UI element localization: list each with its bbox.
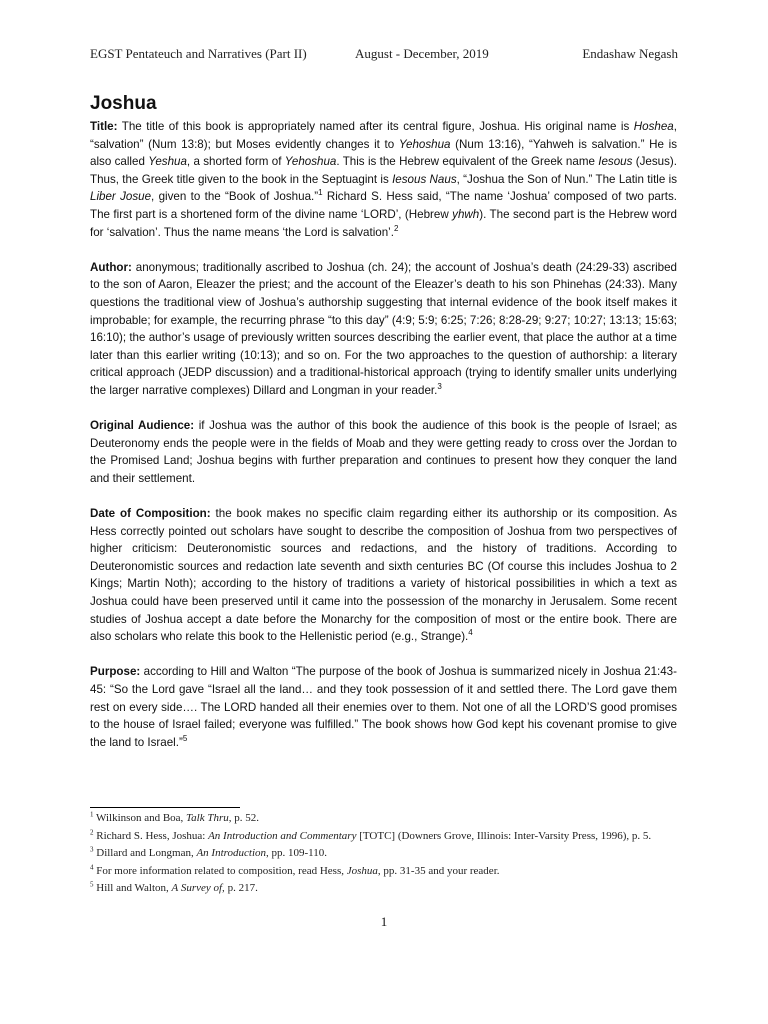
text-run: , a shorted form of: [186, 155, 285, 169]
text-run: . This is the Hebrew equivalent of the Greek name: [336, 155, 599, 169]
text-run: the book makes no specific claim regarding either its authorship or its composition. As Hess correctly pointed out scholars have sought to describe the composition of Joshua from two perspectives of higher criticism: Deuteronomistic sources and redactions, and the history of traditions. According to Deuteronomistic sources and redaction late seventh and sixth centuries BC (Of course this includes Joshua to 2 Kings; Martin Noth); according to the history of traditions a variety of historical possibilities in which a text as Joshua could have been preserved until it came into the possession of the monarchy in Jerusalem. Some recent studies of Joshua accept a date before the Monarchy for the composition of most or the entire book. There are also scholars who relate this book to the Hellenistic period (e.g., Strange).: [90, 507, 677, 644]
text-run: ). The second part is the Hebrew word for ‘salvation’. Thus the name means ‘the Lord is salvation’.: [90, 207, 677, 239]
footnote-3: [90, 846, 677, 862]
italic-term: Iesous: [598, 155, 633, 169]
italic-term: Yeshua: [148, 155, 187, 169]
page-title: Joshua: [90, 93, 157, 114]
italic-term: yhwh: [452, 207, 480, 221]
footnote-ref-4[interactable]: 4: [468, 628, 473, 638]
footnote-number: 4: [90, 862, 94, 871]
footnote-5: [90, 881, 677, 897]
footnote-2: [90, 829, 677, 845]
footnote-number: 5: [90, 880, 94, 889]
footnotes: [90, 811, 677, 899]
text-run: according to Hill and Walton “The purpose of the book of Joshua is summarized nicely in Joshua 21:43-45: “So the Lord gave “Israel all the land… and they took possession of it and settled there. The Lord gave them rest on every side…. The LORD handed all their enemies over to them. Not one of all the LORD’S good promises to the house of Israel failed; everyone was fulfilled.” The book shows how God kept his covenant promise to give the land to Israel.”: [90, 665, 677, 749]
running-header: [90, 46, 678, 64]
date-paragraph: [90, 505, 677, 646]
text-run: (Jesus). Thus, the Greek title given to the book in the Septuagint is: [90, 155, 677, 186]
text-run: , p. 52.: [228, 812, 259, 824]
author-paragraph: [90, 259, 677, 400]
italic-term: Yehoshua: [398, 137, 451, 151]
text-run: anonymous; traditionally ascribed to Joshua (ch. 24); the account of Joshua’s death (24:29-33) ascribed to the son of Aaron, Eleazer the priest; and the account of the Eleazer’s death to his son Phinehas (24:33). Many questions the traditional view of Joshua’s authorship suggesting that internal evidence of the book itself makes it improbable; for example, the recurring phrase “to this day” (4:9; 5:9; 6:25; 7:26; 8:28-29; 9:27; 10:27; 13:13; 15:63; 16:10); the author’s usage of previously written sources describing the earlier event, that place the author at a time later than this earlier writing (10:13); and so on. For the two approaches to the question of authorship: a literary critical approach (JEDP discussion) and a traditional-historical approach (trying to identify smaller units underlying the larger narrative complexes) Dillard and Longman in your reader.: [90, 260, 677, 397]
italic-term: A Survey of,: [171, 882, 225, 894]
header-date: August - December, 2019: [355, 46, 489, 61]
text-run: The title of this book is appropriately named after its central figure, Joshua. His original name is: [117, 120, 634, 133]
italic-term: An Introduction: [196, 847, 267, 859]
italic-term: Talk Thru: [186, 812, 229, 824]
audience-label: Original Audience:: [90, 419, 195, 433]
text-run: Dillard and Longman,: [93, 847, 197, 859]
document-body: [90, 118, 677, 769]
italic-term: Joshua: [346, 864, 378, 877]
text-run: , given to the “Book of Joshua.”: [151, 190, 319, 204]
text-run: Wilkinson and Boa,: [93, 812, 187, 824]
text-run: p. 217.: [224, 882, 258, 894]
page-number: 1: [380, 914, 388, 929]
text-run: , “Joshua the Son of Nun.” The Latin title is: [456, 172, 677, 186]
text-run: For more information related to composition, read Hess,: [93, 864, 347, 877]
footnote-ref-5[interactable]: 5: [182, 733, 188, 743]
footnote-4: [90, 864, 677, 880]
date-label: Date of Composition:: [90, 507, 211, 521]
footnote-1: [90, 811, 677, 827]
footnote-ref-2[interactable]: 2: [393, 223, 399, 233]
purpose-label: Purpose:: [90, 665, 141, 679]
header-course: EGST Pentateuch and Narratives (Part II): [90, 46, 307, 61]
italic-term: Liber Josue: [90, 190, 152, 204]
italic-term: Iesous Naus: [392, 172, 457, 186]
header-author: Endashaw Negash: [582, 46, 678, 61]
text-run: Hill and Walton,: [93, 882, 172, 894]
text-run: Richard S. Hess, Joshua:: [93, 829, 209, 842]
purpose-paragraph: [90, 663, 677, 751]
text-run: [TOTC] (Downers Grove, Illinois: Inter-Varsity Press, 1996), p. 5.: [356, 829, 652, 842]
audience-paragraph: [90, 417, 677, 487]
footnote-number: 2: [90, 827, 94, 836]
text-run: , “salvation” (Num 13:8); but Moses evidently changes it to: [90, 120, 677, 151]
title-paragraph: [90, 118, 677, 241]
author-label: Author:: [90, 260, 132, 274]
text-run: if Joshua was the author of this book the audience of this book is the people of Israel; as Deuteronomy ends the people were in the fields of Moab and they were getting ready to cross over the Jordan to the Promised Land; Joshua begins with further preparation and continues to present how they conquer the land and their settlement.: [90, 419, 677, 485]
footnote-separator: [90, 807, 240, 808]
italic-term: An Introduction and Commentary: [208, 829, 357, 842]
text-run: (Num 13:16), “Yahweh is salvation.” He is also called: [90, 137, 677, 169]
italic-term: Hoshea: [633, 120, 674, 133]
text-run: , pp. 109-110.: [266, 847, 328, 859]
footnote-number: 1: [90, 810, 94, 819]
footnote-ref-1[interactable]: 1: [318, 188, 323, 198]
footnote-ref-3[interactable]: 3: [437, 382, 442, 392]
footnote-number: 3: [90, 845, 94, 854]
title-label: Title:: [90, 120, 118, 133]
italic-term: Yehoshua: [284, 155, 337, 169]
text-run: Richard S. Hess said, “The name ‘Joshua’ composed of two parts. The first part is a shortened form of the divine name ‘LORD’, (Hebrew: [90, 190, 677, 221]
text-run: , pp. 31-35 and your reader.: [377, 864, 500, 877]
